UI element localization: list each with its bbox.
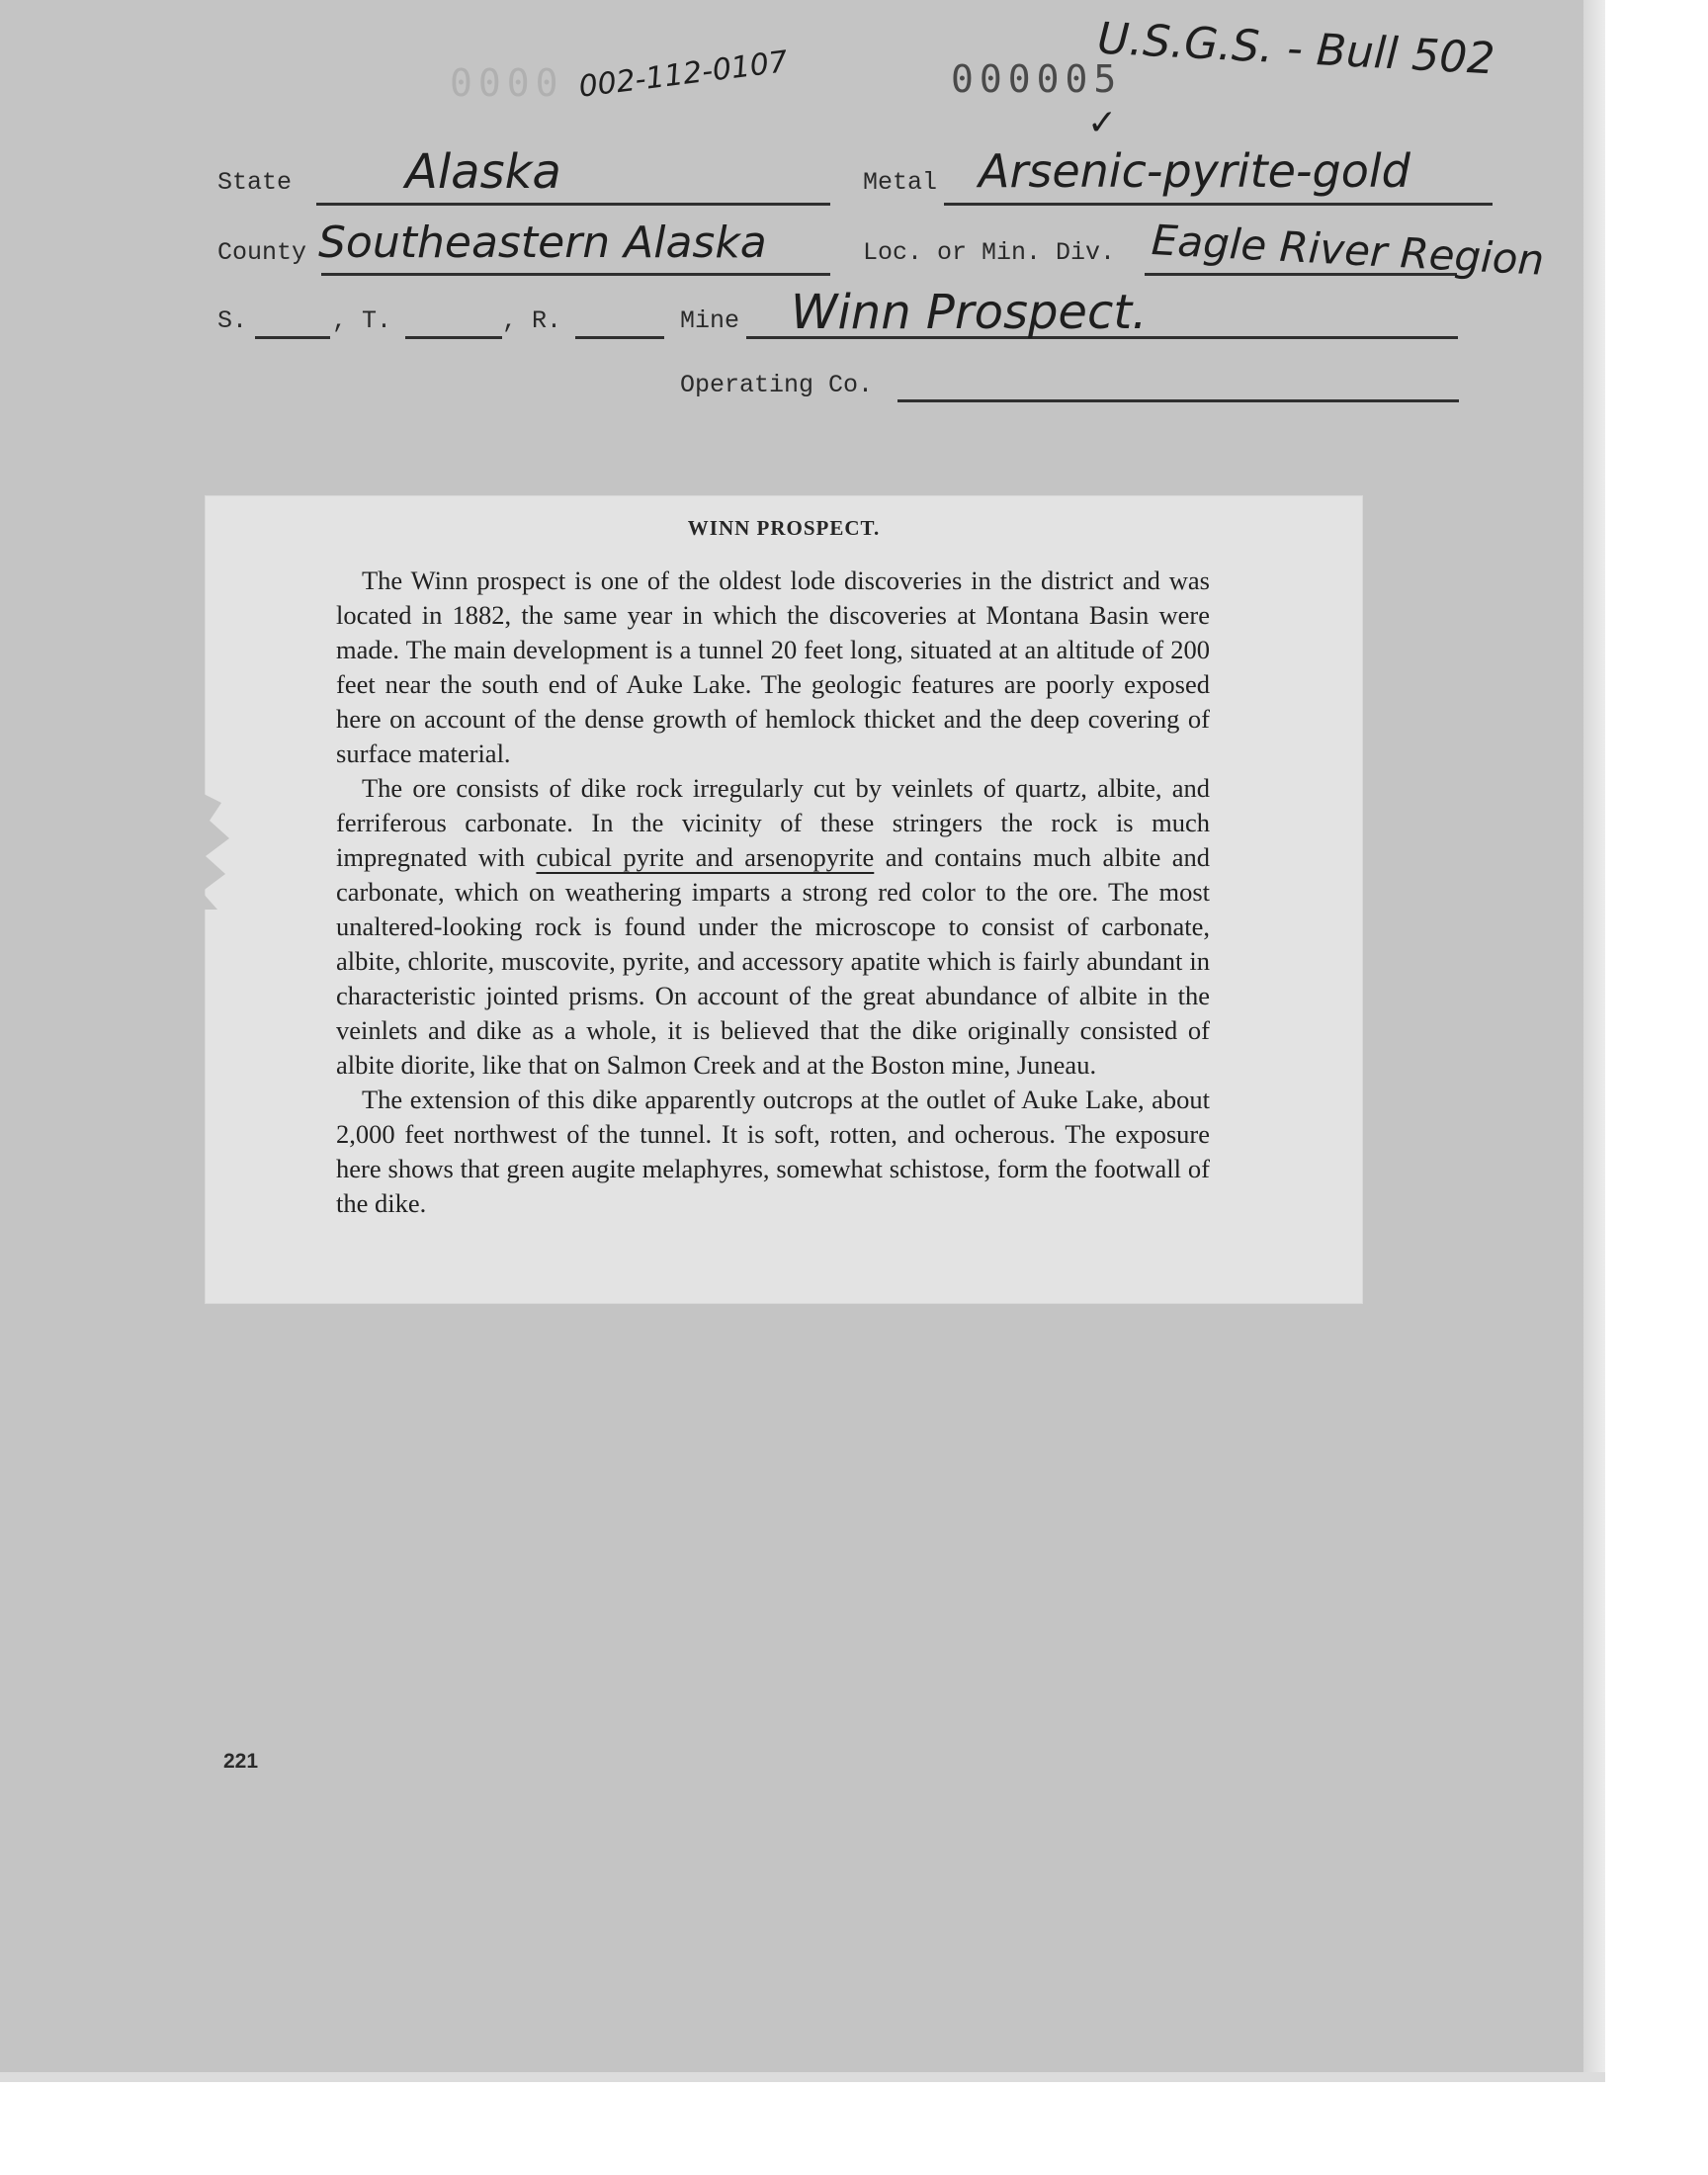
metal-value: Arsenic-pyrite-gold xyxy=(979,144,1410,198)
card-bottom-edge xyxy=(0,2072,1605,2082)
loc-value: Eagle River Region xyxy=(1150,216,1546,285)
ghost-stamp-number: 0000 xyxy=(450,59,564,103)
clipping-body xyxy=(336,564,1210,1221)
state-underline xyxy=(316,203,830,206)
card-edge xyxy=(1583,0,1605,2072)
paragraph-3: The extension of this dike apparently outcrops at the outlet of Auke Lake, about 2,000 feet northwest of the tunnel. It is soft, rotten, and ocherous. The exposure here shows that green augite melaphyres, somewhat schistose, form the footwall of the dike. xyxy=(336,1085,1210,1218)
reference-note: U.S.G.S. - Bull 502 xyxy=(1095,13,1496,85)
township-label: , T. xyxy=(332,306,392,335)
paragraph-1: The Winn prospect is one of the oldest lode discoveries in the district and was located in 1882, the same year in which the discoveries at Montana Basin were made. The main development is a tunnel 20 feet long, situated at an altitude of 200 feet near the south end of Auke Lake. The geologic features are poorly exposed here on account of the dense growth of hemlock thicket and the deep covering of surface material. xyxy=(336,566,1210,768)
mine-label: Mine xyxy=(680,306,740,335)
county-label: County xyxy=(217,238,307,267)
metal-underline xyxy=(944,203,1493,206)
page-number: 221 xyxy=(223,1750,259,1773)
paragraph-2-end: and contains much albite and carbonate, which on weathering imparts a strong red color to the ore. The most unaltered-looking rock is found under the microscope to consist of carbonate, albite, chlorite, muscovite, pyrite, and accessory apatite which is fairly abundant in characteristic jointed prisms. On account of the great abundance of albite in the veinlets and dike as a whole, it is believed that the dike originally consisted of albite diorite, like that on Salmon Creek and at the Boston mine, Juneau. xyxy=(336,842,1211,1080)
state-label: State xyxy=(217,168,293,197)
metal-label: Metal xyxy=(863,168,938,197)
newspaper-clipping xyxy=(206,496,1362,1303)
clipping-title: WINN PROSPECT. xyxy=(687,516,881,540)
section-label: S. xyxy=(217,306,248,335)
township-underline xyxy=(405,336,502,339)
county-underline xyxy=(321,273,830,276)
paragraph-2-start: The ore consists of dike rock irregularly cut by veinlets of quartz, albite, and ferriferous carbonate. In the vicinity of these stringers the rock is much impregnated with xyxy=(336,773,1210,872)
state-value: Alaska xyxy=(405,144,561,200)
checkmark-icon: ✓ xyxy=(1087,103,1118,143)
section-underline xyxy=(255,336,330,339)
mine-value: Winn Prospect. xyxy=(791,285,1148,340)
operating-co-underline xyxy=(897,399,1459,402)
operating-co-label: Operating Co. xyxy=(680,371,874,399)
range-underline xyxy=(575,336,664,339)
paragraph-2 xyxy=(336,771,1210,1083)
stamp-number: 000005 xyxy=(951,57,1123,101)
underlined-phrase: cubical pyrite and arsenopyrite xyxy=(536,842,875,872)
county-value: Southeastern Alaska xyxy=(318,218,767,268)
loc-label: Loc. or Min. Div. xyxy=(863,238,1116,267)
range-label: , R. xyxy=(502,306,562,335)
handwritten-id: 002-112-0107 xyxy=(576,44,790,105)
